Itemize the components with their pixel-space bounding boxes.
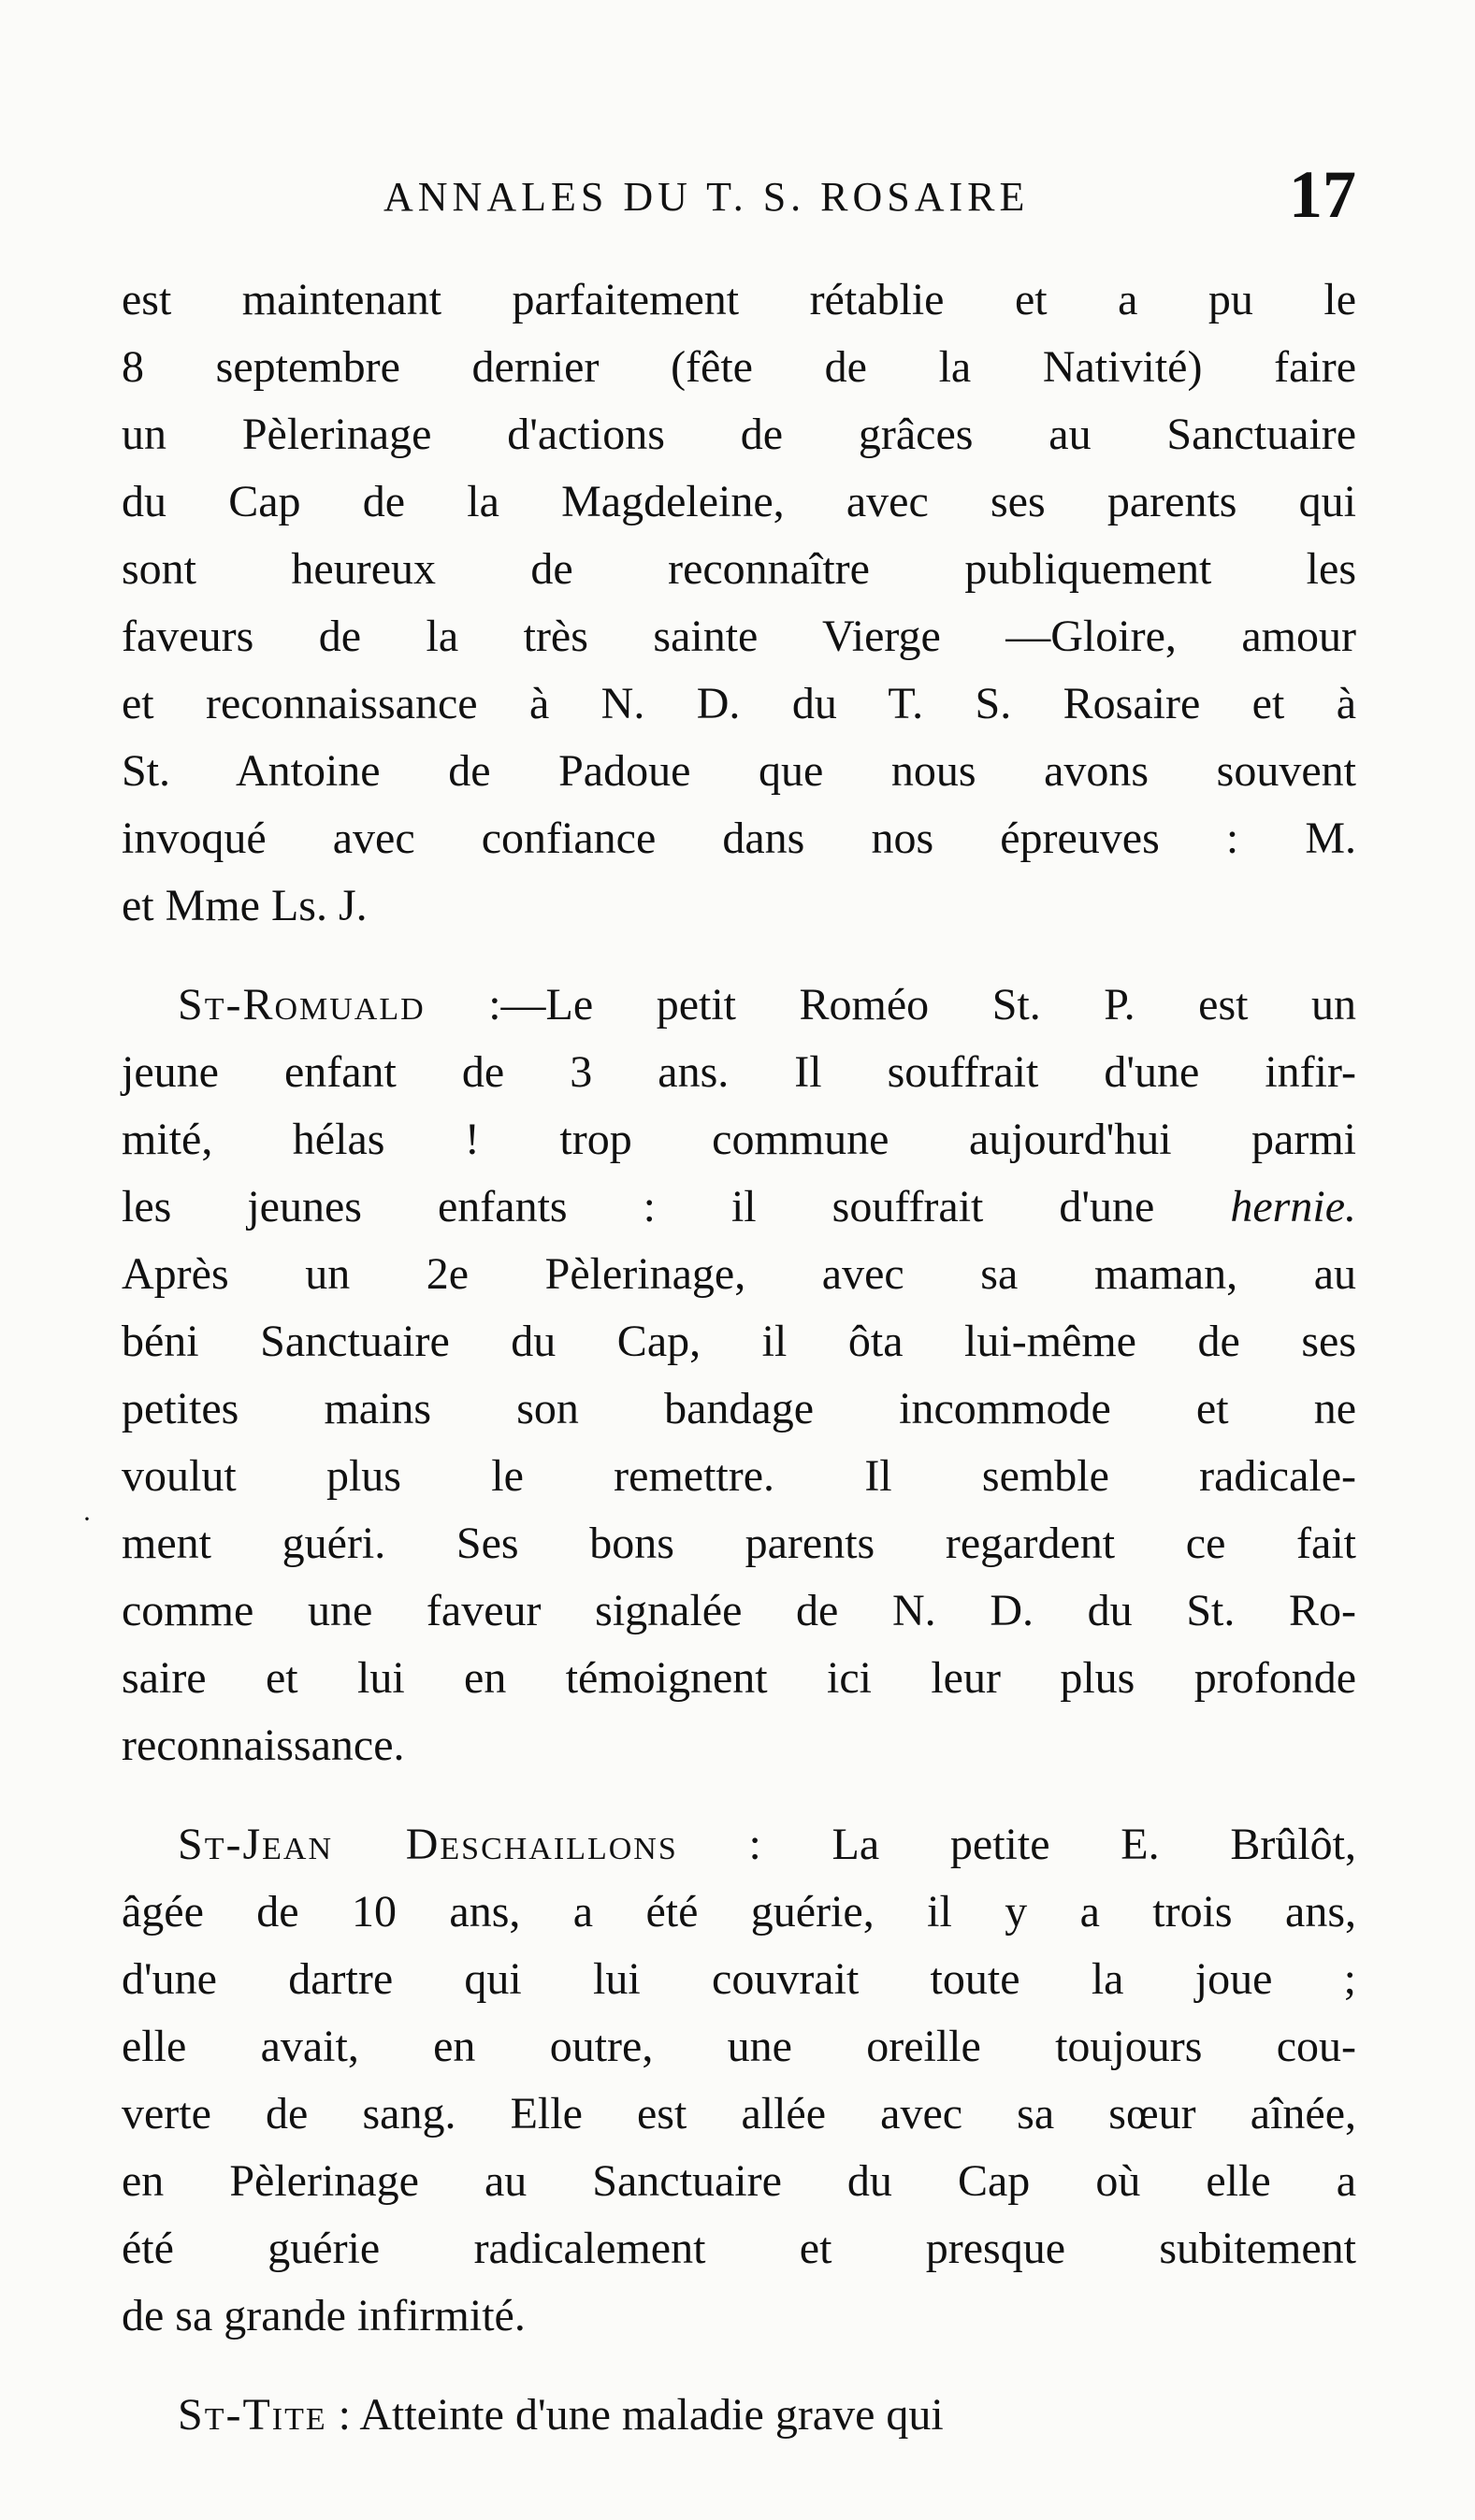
text-line: Après un 2e Pèlerinage, avec sa maman, au <box>122 1249 1356 1299</box>
text-line: reconnaissance. <box>122 1721 405 1770</box>
stray-mark: · <box>82 1504 92 1534</box>
text-line: faveurs de la très sainte Vierge —Gloire, amour <box>122 612 1356 661</box>
italic-word: hernie. <box>1230 1182 1356 1231</box>
text-line: en Pèlerinage au Sanctuaire du Cap où elle a <box>122 2156 1356 2206</box>
page-number: 17 <box>1289 157 1356 232</box>
text-line <box>122 1174 1356 1241</box>
text-line <box>122 972 1356 1039</box>
page-header <box>122 157 1356 266</box>
text-line: du Cap de la Magdeleine, avec ses parents qui <box>122 477 1356 526</box>
text-line: jeune enfant de 3 ans. Il souffrait d'une infir- <box>122 1047 1356 1097</box>
text-line: mité, hélas ! trop commune aujourd'hui parmi <box>122 1115 1356 1164</box>
text-fragment: les jeunes enfants : il souffrait d'une <box>122 1182 1155 1231</box>
text-line: d'une dartre qui lui couvrait toute la joue ; <box>122 1954 1356 2004</box>
text-line: âgée de 10 ans, a été guérie, il y a trois ans, <box>122 1887 1356 1937</box>
text-line <box>122 2382 1356 2449</box>
body-text <box>122 266 1356 2449</box>
place-name: St-Jean Deschaillons <box>178 1820 678 1869</box>
text-line: saire et lui en témoignent ici leur plus profonde <box>122 1653 1356 1703</box>
text-line: béni Sanctuaire du Cap, il ôta lui-même de ses <box>122 1317 1356 1366</box>
text-line: invoqué avec confiance dans nos épreuves : M. <box>122 814 1356 863</box>
text-line: et reconnaissance à N. D. du T. S. Rosaire et à <box>122 679 1356 728</box>
paragraph-3 <box>122 1811 1356 2350</box>
text-line: verte de sang. Elle est allée avec sa sœur aînée, <box>122 2089 1356 2138</box>
text-line: petites mains son bandage incommode et ne <box>122 1384 1356 1433</box>
text-line: 8 septembre dernier (fête de la Nativité) faire <box>122 342 1356 392</box>
text-line: comme une faveur signalée de N. D. du St. Ro- <box>122 1586 1356 1635</box>
text-line: elle avait, en outre, une oreille toujours cou- <box>122 2022 1356 2071</box>
text-line: voulut plus le remettre. Il semble radicale- <box>122 1451 1356 1501</box>
place-name: St-Romuald <box>178 980 426 1030</box>
text-line <box>122 1811 1356 1879</box>
text-line: est maintenant parfaitement rétablie et a pu le <box>122 275 1356 324</box>
text-line: ment guéri. Ses bons parents regardent ce fait <box>122 1519 1356 1568</box>
text-line: et Mme Ls. J. <box>122 881 368 930</box>
text-line: St. Antoine de Padoue que nous avons souvent <box>122 746 1356 796</box>
place-name: St-Tite <box>178 2390 327 2440</box>
paragraph-2 <box>122 972 1356 1779</box>
text-line: sont heureux de reconnaître publiquement les <box>122 544 1356 594</box>
text-line: été guérie radicalement et presque subitement <box>122 2224 1356 2273</box>
paragraph-4 <box>122 2382 1356 2449</box>
text-line: un Pèlerinage d'actions de grâces au Sanctuaire <box>122 410 1356 459</box>
text-fragment: : La petite E. Brûlôt, <box>677 1820 1356 1869</box>
text-line: de sa grande infirmité. <box>122 2291 526 2340</box>
text-fragment: : Atteinte d'une maladie grave qui <box>326 2390 944 2440</box>
running-head: ANNALES DU T. S. ROSAIRE <box>383 174 1030 220</box>
paragraph-1 <box>122 266 1356 940</box>
text-fragment: :—Le petit Roméo St. P. est un <box>425 980 1356 1030</box>
